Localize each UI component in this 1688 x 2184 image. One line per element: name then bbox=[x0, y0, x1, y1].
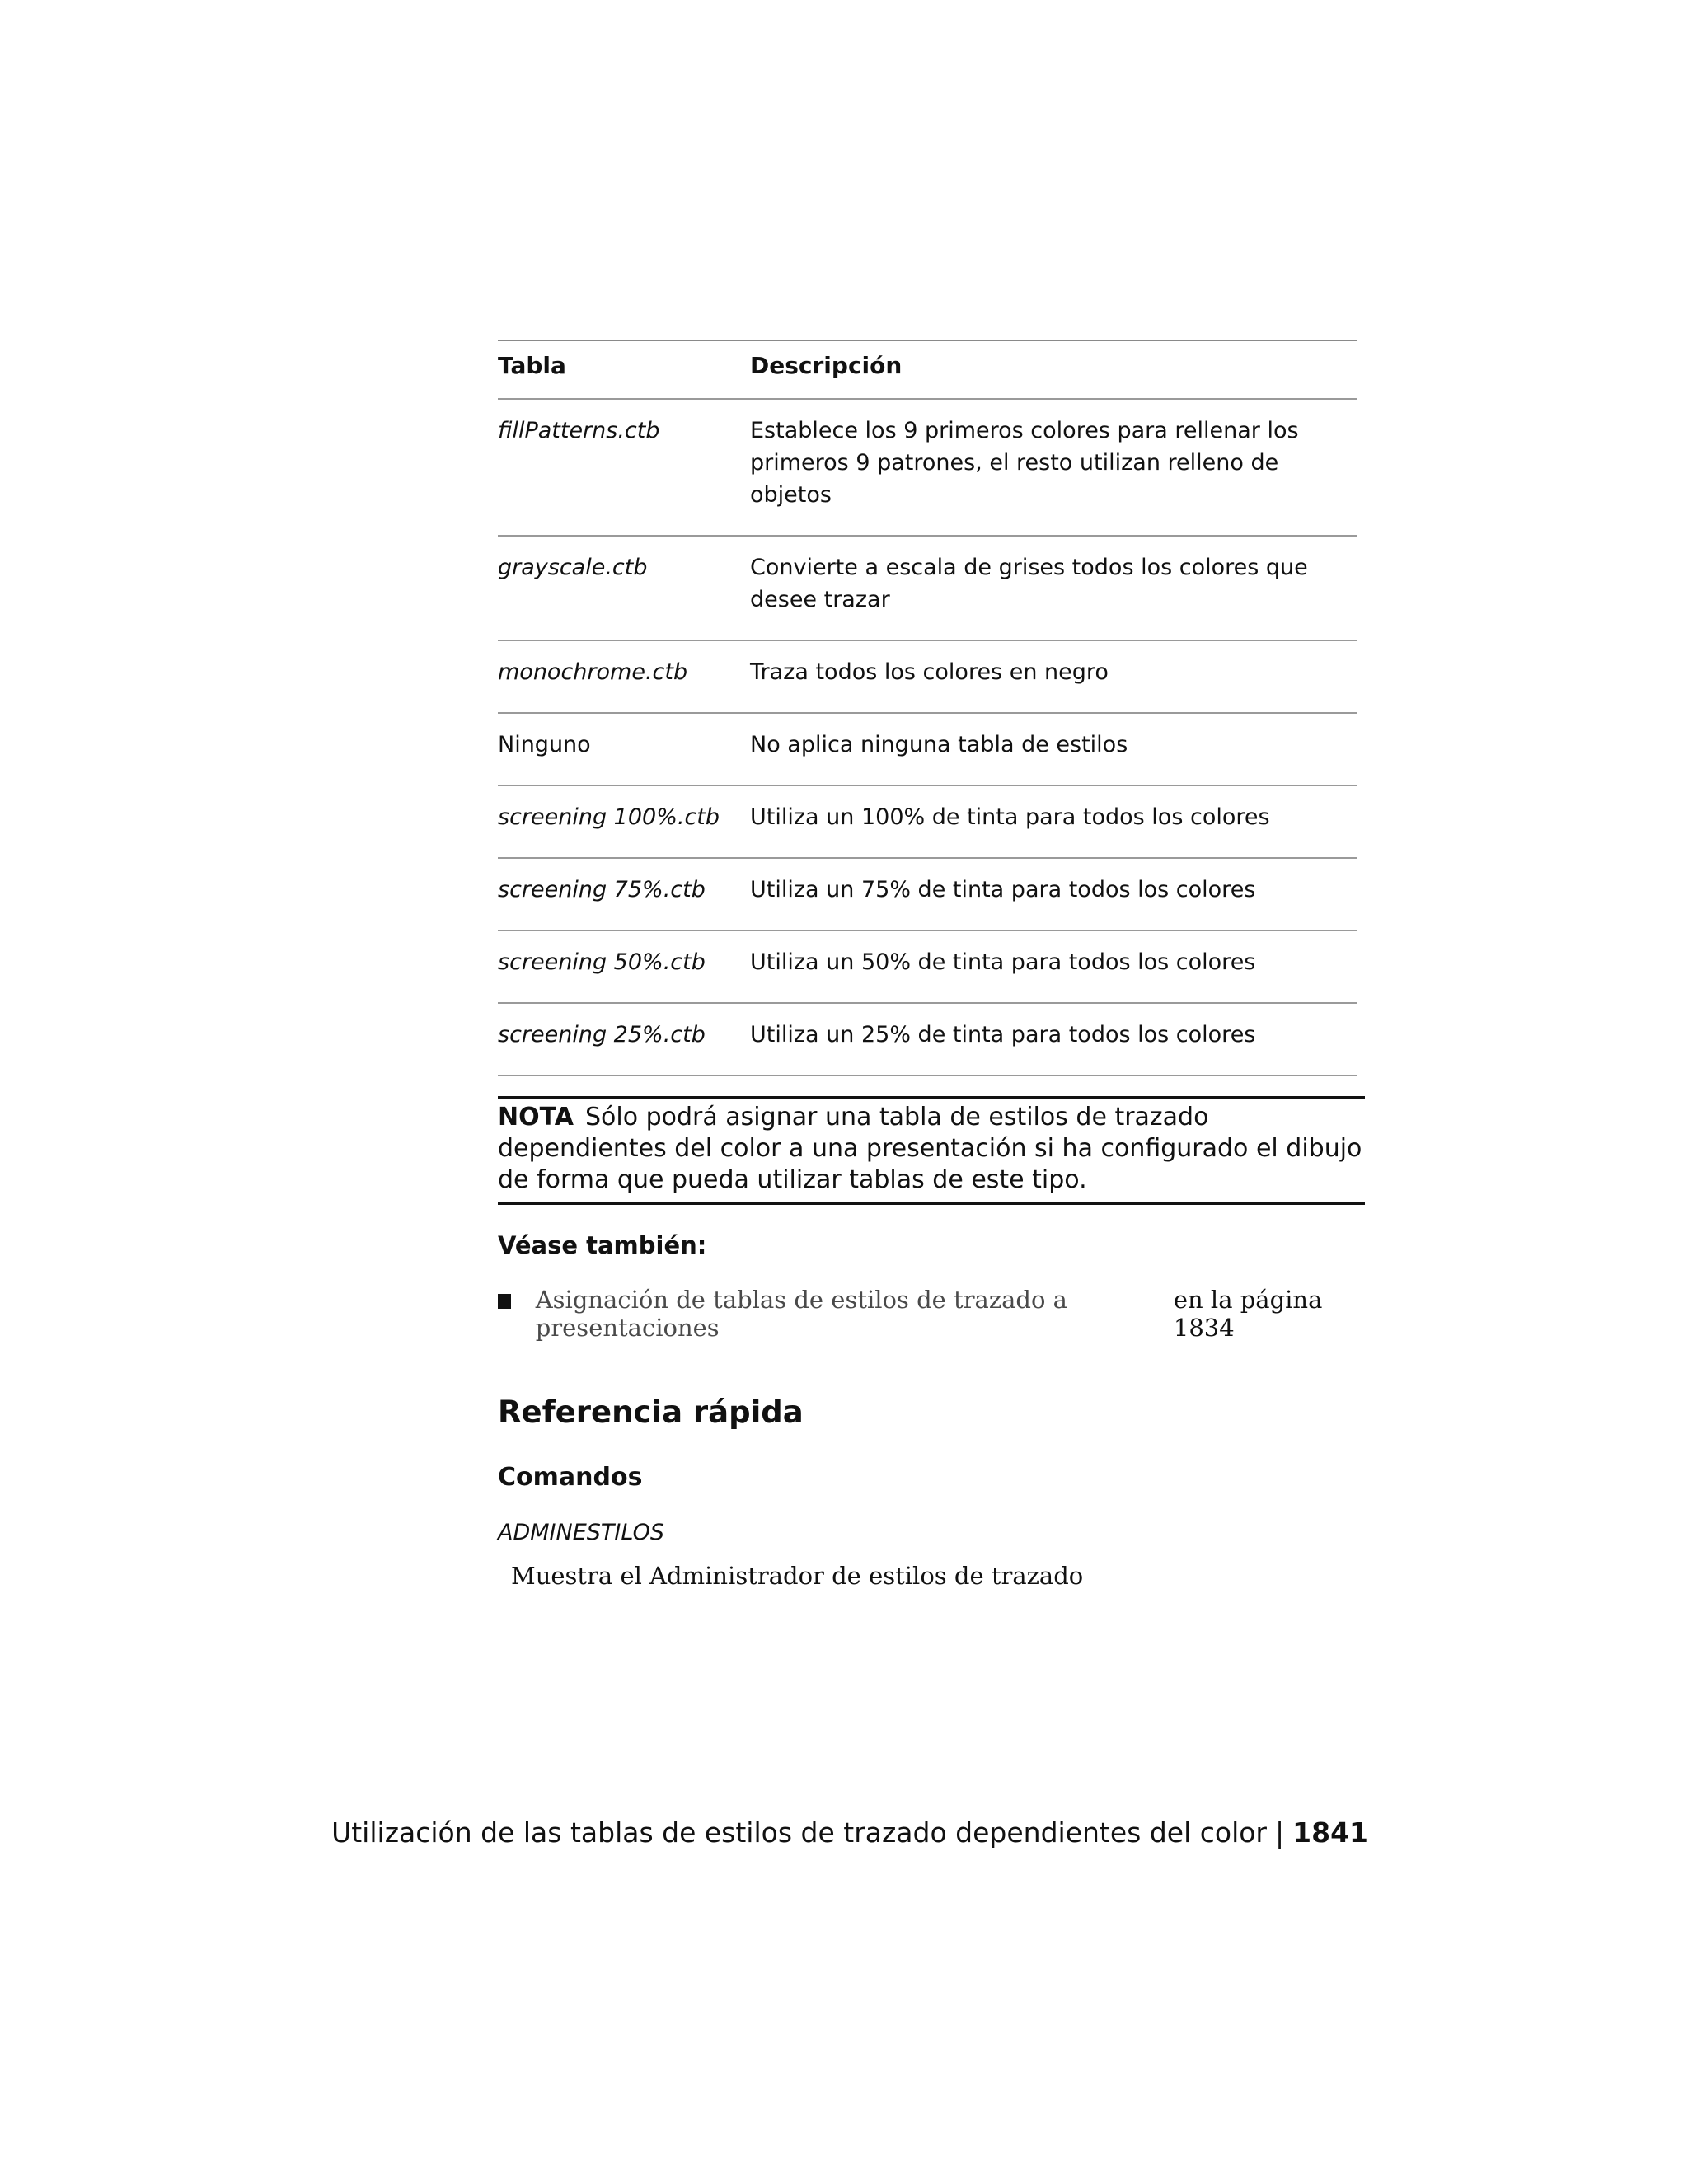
see-also-item bbox=[498, 1286, 1363, 1342]
table-cell-description: Utiliza un 100% de tinta para todos los colores bbox=[750, 785, 1357, 858]
table-row bbox=[498, 1003, 1357, 1076]
see-also-heading: Véase también: bbox=[498, 1231, 707, 1259]
table-row bbox=[498, 640, 1357, 713]
footer-chapter-title: Utilización de las tablas de estilos de trazado dependientes del color bbox=[331, 1816, 1268, 1849]
section-title: Referencia rápida bbox=[498, 1394, 804, 1430]
table-cell-description: Utiliza un 75% de tinta para todos los colores bbox=[750, 858, 1357, 930]
square-bullet-icon bbox=[498, 1294, 511, 1309]
table-row bbox=[498, 536, 1357, 640]
plot-style-tables bbox=[498, 340, 1357, 1076]
table-cell-description: Utiliza un 50% de tinta para todos los colores bbox=[750, 930, 1357, 1003]
command-name: ADMINESTILOS bbox=[498, 1520, 664, 1545]
table-cell-description: Traza todos los colores en negro bbox=[750, 640, 1357, 713]
table-cell-name: screening 75%.ctb bbox=[498, 858, 750, 930]
table-header-row bbox=[498, 340, 1357, 399]
note-label: NOTA bbox=[498, 1103, 574, 1132]
table-cell-name: fillPatterns.ctb bbox=[498, 399, 750, 536]
table-cell-name: Ninguno bbox=[498, 713, 750, 785]
table-cell-description: Convierte a escala de grises todos los colores que desee trazar bbox=[750, 536, 1357, 640]
page-footer bbox=[331, 1816, 1368, 1849]
footer-separator: | bbox=[1275, 1816, 1285, 1849]
table-cell-name: monochrome.ctb bbox=[498, 640, 750, 713]
see-also-link[interactable]: Asignación de tablas de estilos de trazado a presentaciones bbox=[535, 1286, 1067, 1342]
note-text: Sólo podrá asignar una tabla de estilos de trazado dependientes del color a una presentación si ha configurado el dibujo de forma que pueda utilizar tablas de este tipo. bbox=[498, 1103, 1362, 1194]
table-cell-name: screening 100%.ctb bbox=[498, 785, 750, 858]
table-row bbox=[498, 858, 1357, 930]
see-also-page-reference: en la página 1834 bbox=[1173, 1286, 1323, 1342]
table-cell-name: screening 25%.ctb bbox=[498, 1003, 750, 1076]
table-cell-description: Establece los 9 primeros colores para rellenar los primeros 9 patrones, el resto utilizan relleno de objetos bbox=[750, 399, 1357, 536]
page-number: 1841 bbox=[1292, 1816, 1368, 1849]
table-cell-description: Utiliza un 25% de tinta para todos los colores bbox=[750, 1003, 1357, 1076]
page-content bbox=[498, 340, 1363, 1590]
table-row bbox=[498, 399, 1357, 536]
column-header-name: Tabla bbox=[498, 340, 750, 399]
table-cell-name: screening 50%.ctb bbox=[498, 930, 750, 1003]
note-box bbox=[498, 1096, 1365, 1205]
table-row bbox=[498, 930, 1357, 1003]
table-cell-description: No aplica ninguna tabla de estilos bbox=[750, 713, 1357, 785]
table-cell-name: grayscale.ctb bbox=[498, 536, 750, 640]
command-description: Muestra el Administrador de estilos de trazado bbox=[511, 1562, 1084, 1590]
table-row bbox=[498, 713, 1357, 785]
table-row bbox=[498, 785, 1357, 858]
column-header-description: Descripción bbox=[750, 340, 1357, 399]
subsection-title: Comandos bbox=[498, 1463, 643, 1492]
